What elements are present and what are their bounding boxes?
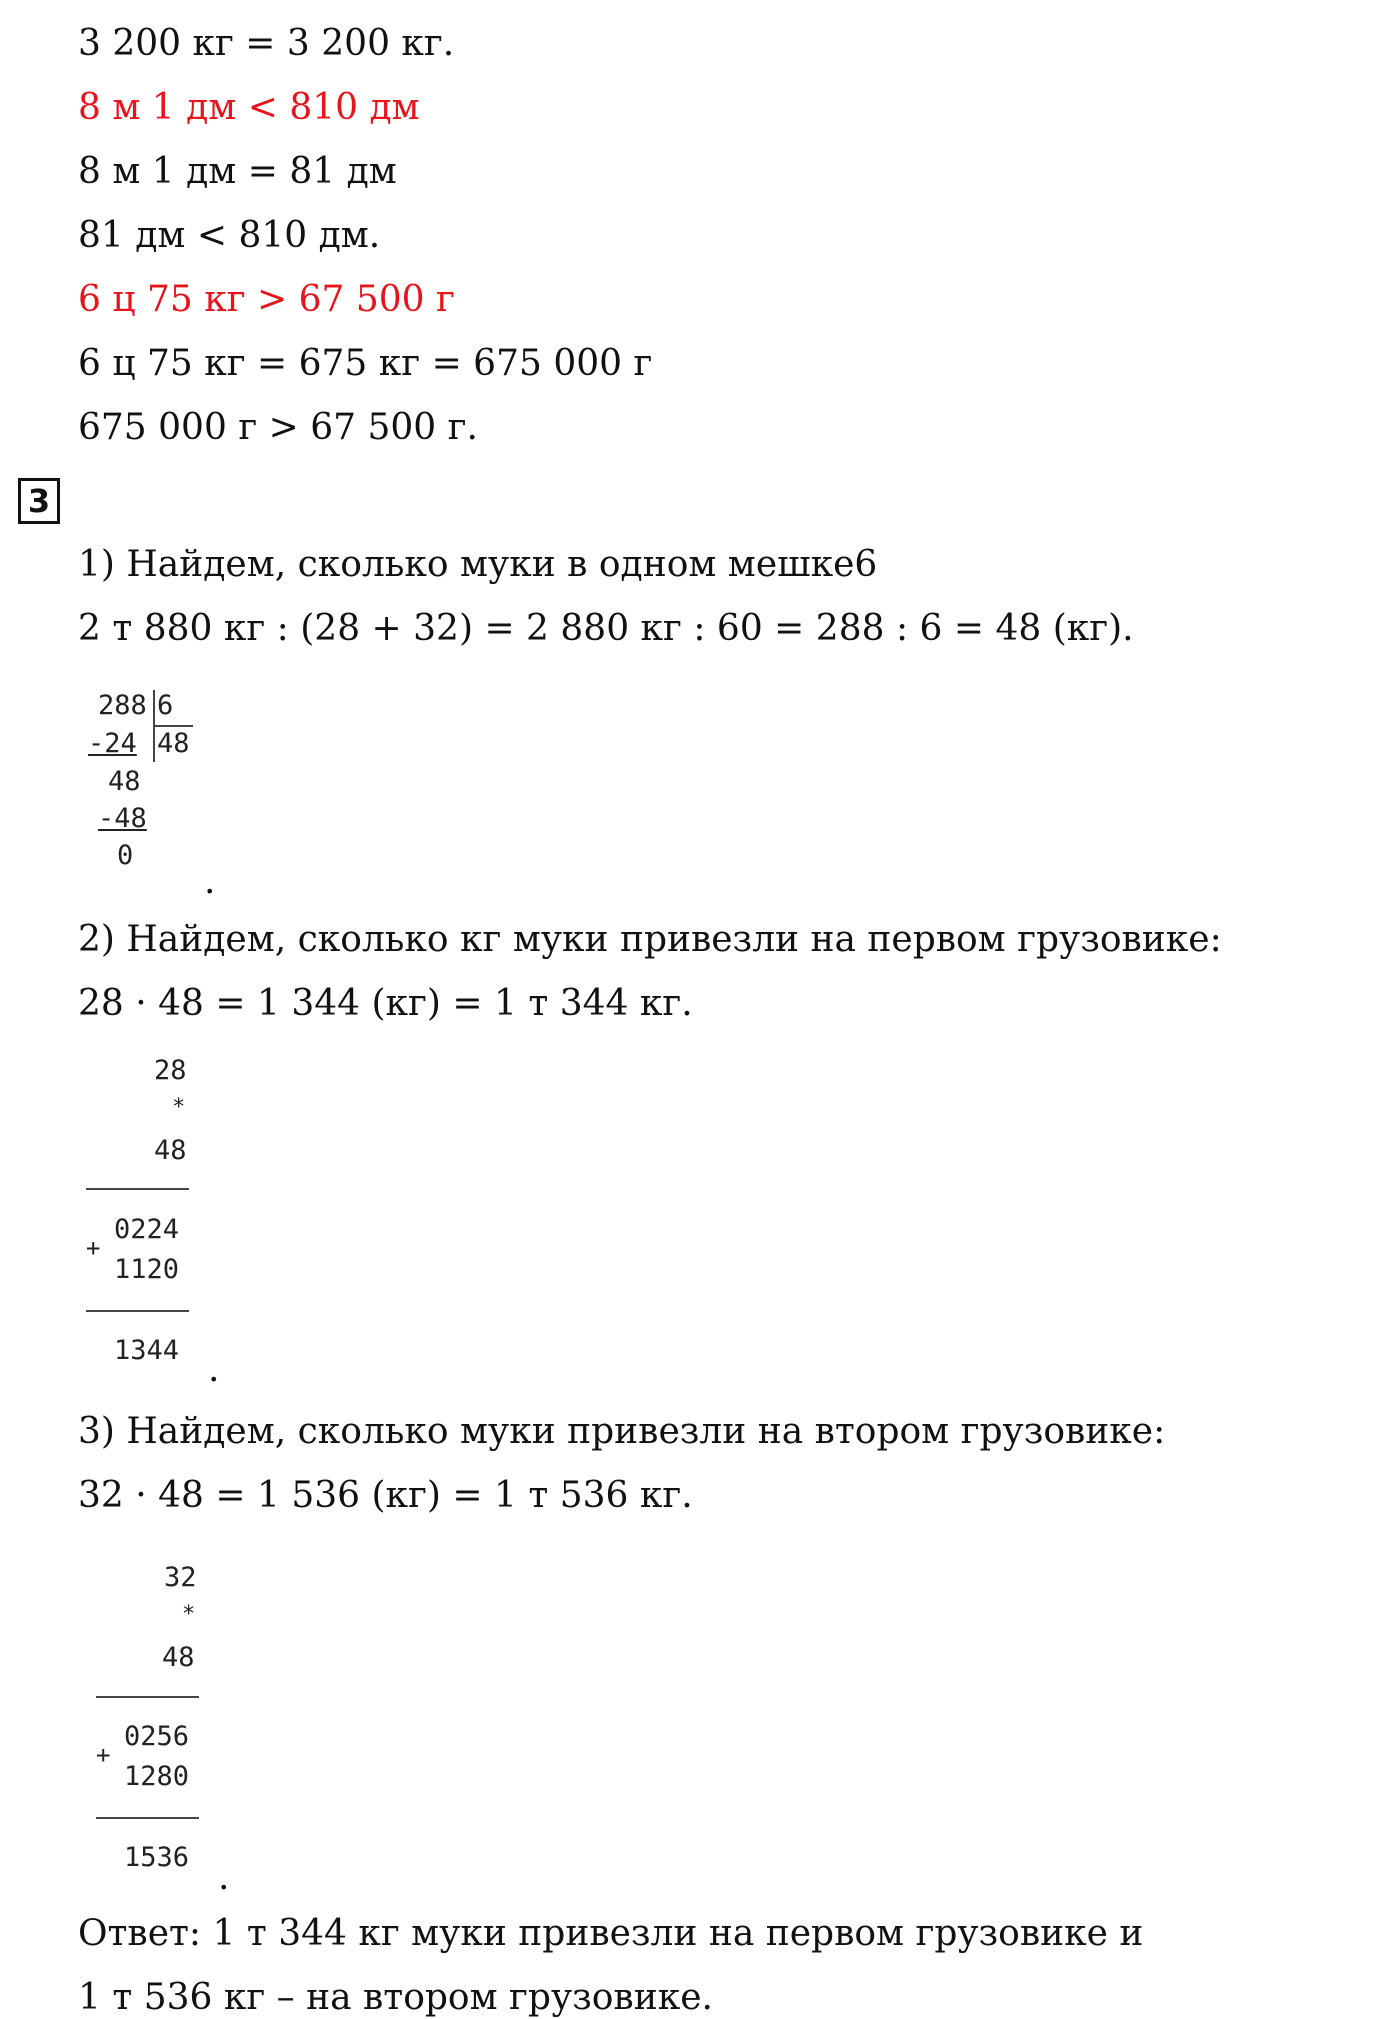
- mult2-factor-a: 32: [164, 1562, 197, 1593]
- line-7: 675 000 г > 67 500 г.: [78, 407, 478, 448]
- division-subtract-1: -24: [88, 728, 137, 759]
- mult2-line-2: [96, 1817, 199, 1819]
- line-3: 8 м 1 дм = 81 дм: [78, 151, 397, 192]
- step-1-title: 1) Найдем, сколько муки в одном мешке6: [78, 544, 878, 585]
- division-remainder-2: 0: [117, 840, 134, 871]
- mult1-result: 1344: [114, 1335, 180, 1366]
- mult2-line-1: [96, 1696, 199, 1698]
- comparison-1: 8 м 1 дм < 810 дм: [78, 87, 420, 128]
- mult1-partial-2: 1120: [114, 1254, 180, 1285]
- mult1-line-2: [86, 1310, 189, 1312]
- line-1: 3 200 кг = 3 200 кг.: [78, 23, 455, 64]
- division-subtract-2: -48: [98, 803, 147, 834]
- step-3-title: 3) Найдем, сколько муки привезли на втором грузовике:: [78, 1411, 1166, 1452]
- mult1-operator: *: [172, 1095, 186, 1120]
- mult1-partial-1: 0224: [114, 1214, 180, 1245]
- mult1-factor-a: 28: [154, 1055, 187, 1086]
- mult1-plus: +: [86, 1234, 101, 1262]
- mult2-factor-b: 48: [162, 1642, 195, 1673]
- mult2-partial-2: 1280: [124, 1761, 190, 1792]
- period: .: [208, 1349, 220, 1390]
- mult2-partial-1: 0256: [124, 1721, 190, 1752]
- division-quotient: 48: [157, 728, 190, 759]
- division-remainder-1: 48: [108, 766, 141, 797]
- division-quotient-line: [153, 725, 193, 727]
- division-dividend: 288: [98, 690, 147, 721]
- mult1-factor-b: 48: [154, 1135, 187, 1166]
- step-2-title: 2) Найдем, сколько кг муки привезли на первом грузовике:: [78, 919, 1222, 960]
- answer-line-2: 1 т 536 кг – на втором грузовике.: [78, 1977, 713, 2018]
- step-2-expression: 28 · 48 = 1 344 (кг) = 1 т 344 кг.: [78, 983, 693, 1024]
- mult2-operator: *: [182, 1602, 196, 1627]
- line-6: 6 ц 75 кг = 675 кг = 675 000 г: [78, 343, 653, 384]
- line-4: 81 дм < 810 дм.: [78, 215, 381, 256]
- task-number-badge: 3: [18, 478, 60, 524]
- mult1-line-1: [86, 1188, 189, 1190]
- period: .: [218, 1857, 230, 1898]
- step-1-expression: 2 т 880 кг : (28 + 32) = 2 880 кг : 60 = 288 : 6 = 48 (кг).: [78, 608, 1134, 649]
- mult2-result: 1536: [124, 1842, 190, 1873]
- answer-line-1: Ответ: 1 т 344 кг муки привезли на первом грузовике и: [78, 1913, 1144, 1954]
- period: .: [204, 861, 216, 902]
- comparison-2: 6 ц 75 кг > 67 500 г: [78, 279, 455, 320]
- mult2-plus: +: [96, 1741, 111, 1769]
- division-divisor: 6: [157, 690, 174, 721]
- step-3-expression: 32 · 48 = 1 536 (кг) = 1 т 536 кг.: [78, 1475, 693, 1516]
